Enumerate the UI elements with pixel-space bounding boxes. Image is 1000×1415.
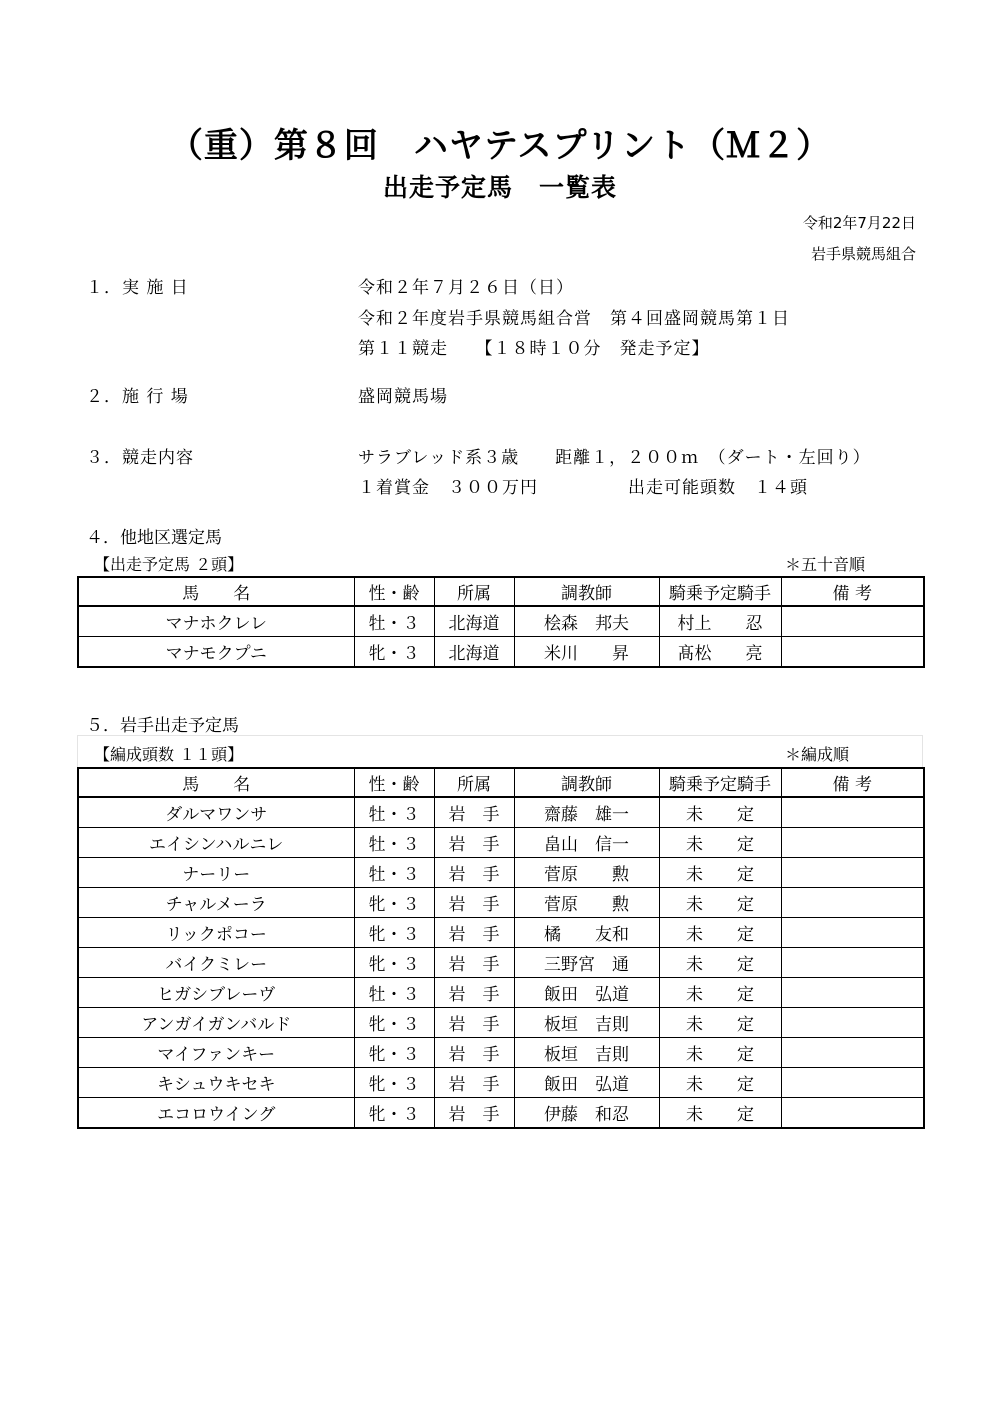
sex-age: 牡・３ — [354, 797, 434, 828]
table-row — [78, 797, 924, 828]
table-row — [78, 858, 924, 888]
col-horse-name: 馬 名 — [78, 768, 354, 797]
col-sex-age: 性・齢 — [354, 768, 434, 797]
item-race-line-2: １着賞金 ３００万円 出走可能頭数 １４頭 — [358, 478, 808, 498]
jockey: 未 定 — [659, 1098, 781, 1129]
horse-name: マナホクレレ — [78, 606, 354, 637]
trainer: 桧森 邦夫 — [514, 606, 659, 637]
other-region-count: 【出走予定馬 ２頭】 — [94, 555, 244, 574]
jockey: 未 定 — [659, 1038, 781, 1068]
page-subtitle: 出走予定馬 一覧表 — [382, 173, 617, 202]
table-header-row — [78, 577, 924, 606]
sex-age: 牝・３ — [354, 1038, 434, 1068]
table-row — [78, 606, 924, 637]
remarks — [781, 918, 924, 948]
item-label-venue: ２．施 行 場 — [86, 387, 189, 407]
affiliation: 岩 手 — [434, 828, 514, 858]
affiliation: 岩 手 — [434, 1098, 514, 1129]
organization: 岩手県競馬組合 — [810, 245, 916, 263]
sex-age: 牡・３ — [354, 978, 434, 1008]
remarks — [781, 1038, 924, 1068]
col-trainer: 調教師 — [514, 768, 659, 797]
affiliation: 岩 手 — [434, 888, 514, 918]
trainer: 飯田 弘道 — [514, 978, 659, 1008]
col-remarks: 備 考 — [781, 768, 924, 797]
trainer: 齋藤 雄一 — [514, 797, 659, 828]
item-label-race: ３．競走内容 — [86, 448, 194, 468]
affiliation: 岩 手 — [434, 1008, 514, 1038]
table-row — [78, 1098, 924, 1129]
col-affiliation: 所属 — [434, 577, 514, 606]
trainer: 菅原 勲 — [514, 888, 659, 918]
sex-age: 牝・３ — [354, 1008, 434, 1038]
jockey: 未 定 — [659, 948, 781, 978]
jockey: 未 定 — [659, 888, 781, 918]
horse-name: エコロウイング — [78, 1098, 354, 1129]
sex-age: 牝・３ — [354, 888, 434, 918]
item-race-line-1: サラブレッド系３歳 距離１，２００ｍ （ダート・左回り） — [358, 448, 871, 468]
remarks — [781, 637, 924, 668]
remarks — [781, 888, 924, 918]
col-remarks: 備 考 — [781, 577, 924, 606]
sex-age: 牡・３ — [354, 606, 434, 637]
other-region-table — [77, 576, 925, 668]
jockey: 未 定 — [659, 858, 781, 888]
col-jockey: 騎乗予定騎手 — [659, 768, 781, 797]
remarks — [781, 858, 924, 888]
sex-age: 牡・３ — [354, 828, 434, 858]
trainer: 三野宮 通 — [514, 948, 659, 978]
jockey: 髙松 亮 — [659, 637, 781, 668]
table-header-row — [78, 768, 924, 797]
table-row — [78, 637, 924, 668]
remarks — [781, 1098, 924, 1129]
item-date-line-2: 令和２年度岩手県競馬組合営 第４回盛岡競馬第１日 — [358, 309, 790, 329]
col-trainer: 調教師 — [514, 577, 659, 606]
other-region-heading: ４．他地区選定馬 — [86, 528, 222, 548]
horse-name: ヒガシブレーヴ — [78, 978, 354, 1008]
sex-age: 牝・３ — [354, 1098, 434, 1129]
remarks — [781, 948, 924, 978]
horse-name: ナーリー — [78, 858, 354, 888]
horse-name: キシュウキセキ — [78, 1068, 354, 1098]
affiliation: 岩 手 — [434, 797, 514, 828]
affiliation: 岩 手 — [434, 918, 514, 948]
jockey: 村上 忍 — [659, 606, 781, 637]
affiliation: 北海道 — [434, 606, 514, 637]
table-row — [78, 888, 924, 918]
issue-date: 令和2年7月22日 — [802, 214, 916, 232]
horse-name: リックポコー — [78, 918, 354, 948]
jockey: 未 定 — [659, 1068, 781, 1098]
remarks — [781, 1008, 924, 1038]
table-row — [78, 1008, 924, 1038]
table-row — [78, 828, 924, 858]
table-row — [78, 918, 924, 948]
iwate-heading: ５．岩手出走予定馬 — [86, 716, 239, 736]
remarks — [781, 797, 924, 828]
sex-age: 牡・３ — [354, 858, 434, 888]
jockey: 未 定 — [659, 797, 781, 828]
horse-name: ダルマワンサ — [78, 797, 354, 828]
iwate-order: ＊編成順 — [785, 745, 850, 764]
col-sex-age: 性・齢 — [354, 577, 434, 606]
iwate-count: 【編成頭数 １１頭】 — [94, 745, 244, 764]
jockey: 未 定 — [659, 828, 781, 858]
trainer: 橘 友和 — [514, 918, 659, 948]
sex-age: 牝・３ — [354, 918, 434, 948]
iwate-table — [77, 767, 925, 1129]
jockey: 未 定 — [659, 918, 781, 948]
affiliation: 岩 手 — [434, 858, 514, 888]
trainer: 畠山 信一 — [514, 828, 659, 858]
remarks — [781, 828, 924, 858]
jockey: 未 定 — [659, 1008, 781, 1038]
affiliation: 岩 手 — [434, 1038, 514, 1068]
jockey: 未 定 — [659, 978, 781, 1008]
trainer: 菅原 勲 — [514, 858, 659, 888]
sex-age: 牝・３ — [354, 1068, 434, 1098]
trainer: 板垣 吉則 — [514, 1008, 659, 1038]
remarks — [781, 606, 924, 637]
table-row — [78, 978, 924, 1008]
table-row — [78, 948, 924, 978]
trainer: 米川 昇 — [514, 637, 659, 668]
horse-name: チャルメーラ — [78, 888, 354, 918]
affiliation: 岩 手 — [434, 978, 514, 1008]
horse-name: バイクミレー — [78, 948, 354, 978]
horse-name: エイシンハルニレ — [78, 828, 354, 858]
table-row — [78, 1038, 924, 1068]
horse-name: マイファンキー — [78, 1038, 354, 1068]
affiliation: 北海道 — [434, 637, 514, 668]
affiliation: 岩 手 — [434, 948, 514, 978]
sex-age: 牝・３ — [354, 637, 434, 668]
other-region-order: ＊五十音順 — [785, 555, 866, 574]
trainer: 飯田 弘道 — [514, 1068, 659, 1098]
item-label-date: １．実 施 日 — [86, 278, 189, 298]
col-horse-name: 馬 名 — [78, 577, 354, 606]
col-jockey: 騎乗予定騎手 — [659, 577, 781, 606]
item-date-line-3: 第１１競走 【１８時１０分 発走予定】 — [358, 339, 710, 359]
trainer: 板垣 吉則 — [514, 1038, 659, 1068]
trainer: 伊藤 和忍 — [514, 1098, 659, 1129]
col-affiliation: 所属 — [434, 768, 514, 797]
remarks — [781, 1068, 924, 1098]
horse-name: マナモクプニ — [78, 637, 354, 668]
horse-name: アンガイガンバルド — [78, 1008, 354, 1038]
page-title: （重）第８回 ハヤテスプリント（Ｍ２） — [168, 126, 832, 166]
item-date-line-1: 令和２年７月２６日（日） — [358, 278, 574, 298]
sex-age: 牝・３ — [354, 948, 434, 978]
item-venue-line-1: 盛岡競馬場 — [358, 387, 448, 407]
remarks — [781, 978, 924, 1008]
affiliation: 岩 手 — [434, 1068, 514, 1098]
table-row — [78, 1068, 924, 1098]
